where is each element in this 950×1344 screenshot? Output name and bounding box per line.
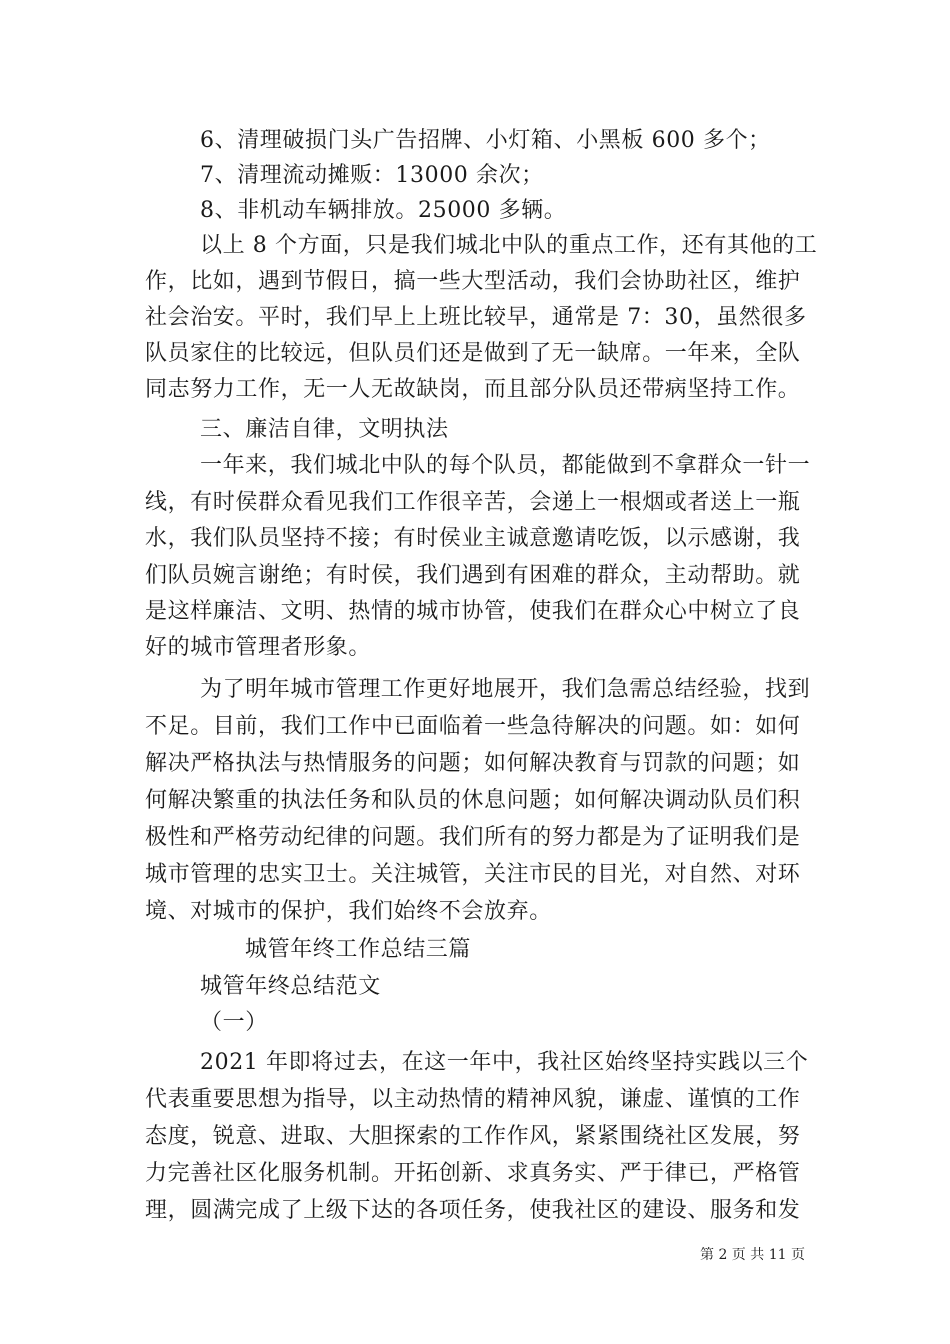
list-item: 8、非机动车辆排放。25000 多辆。 [200, 198, 567, 223]
paragraph-line: 为了明年城市管理工作更好地展开，我们急需总结经验，找到 [200, 677, 811, 702]
paragraph-line: 作，比如，遇到节假日，搞一些大型活动，我们会协助社区，维护 [145, 269, 801, 294]
paragraph-line: 理，圆满完成了上级下达的各项任务，使我社区的建设、服务和发 [145, 1198, 801, 1223]
paragraph-line: 同志努力工作，无一人无故缺岗，而且部分队员还带病坚持工作。 [145, 377, 801, 402]
paragraph-line: 以上 8 个方面，只是我们城北中队的重点工作，还有其他的工 [200, 233, 818, 258]
paragraph-line: 线，有时侯群众看见我们工作很辛苦，会递上一根烟或者送上一瓶 [145, 490, 801, 515]
paragraph-line: 不足。目前，我们工作中已面临着一些急待解决的问题。如：如何 [145, 714, 801, 739]
paragraph-line: 是这样廉洁、文明、热情的城市协管，使我们在群众心中树立了良 [145, 599, 801, 624]
paragraph-line: 力完善社区化服务机制。开拓创新、求真务实、严于律已，严格管 [145, 1161, 801, 1186]
paragraph-line: 社会治安。平时，我们早上上班比较早，通常是 7：30，虽然很多 [145, 305, 807, 330]
paragraph-line: 解决严格执法与热情服务的问题；如何解决教育与罚款的问题；如 [145, 751, 801, 776]
subtitle: 城管年终总结范文 [200, 974, 381, 999]
paragraph-line: 2021 年即将过去，在这一年中，我社区始终坚持实践以三个 [200, 1050, 809, 1075]
list-item: 6、清理破损门头广告招牌、小灯箱、小黑板 600 多个； [200, 128, 771, 153]
paragraph-line: 们队员婉言谢绝；有时侯，我们遇到有困难的群众，主动帮助。就 [145, 563, 801, 588]
paragraph-line: 城市管理的忠实卫士。关注城管，关注市民的目光，对自然、对环 [145, 862, 801, 887]
section-number: （一） [200, 1010, 268, 1035]
paragraph-line: 境、对城市的保护，我们始终不会放弃。 [145, 899, 552, 924]
paragraph-line: 何解决繁重的执法任务和队员的休息问题；如何解决调动队员们积 [145, 788, 801, 813]
paragraph-line: 水，我们队员坚持不接；有时侯业主诚意邀请吃饭，以示感谢，我 [145, 526, 801, 551]
list-item: 7、清理流动摊贩：13000 余次； [200, 163, 544, 188]
paragraph-line: 代表重要思想为指导，以主动热情的精神风貌，谦虚、谨慎的工作 [145, 1087, 801, 1112]
paragraph-line: 极性和严格劳动纪律的问题。我们所有的努力都是为了证明我们是 [145, 825, 801, 850]
paragraph-line: 态度，锐意、进取、大胆探索的工作作风，紧紧围绕社区发展，努 [145, 1124, 801, 1149]
paragraph-line: 队员家住的比较远，但队员们还是做到了无一缺席。一年来，全队 [145, 341, 801, 366]
paragraph-line: 一年来，我们城北中队的每个队员，都能做到不拿群众一针一 [200, 453, 811, 478]
page-number: 第 2 页 共 11 页 [700, 1247, 805, 1263]
document-title: 城管年终工作总结三篇 [245, 937, 472, 962]
section-heading: 三、廉洁自律，文明执法 [200, 417, 449, 442]
paragraph-line: 好的城市管理者形象。 [145, 635, 372, 660]
